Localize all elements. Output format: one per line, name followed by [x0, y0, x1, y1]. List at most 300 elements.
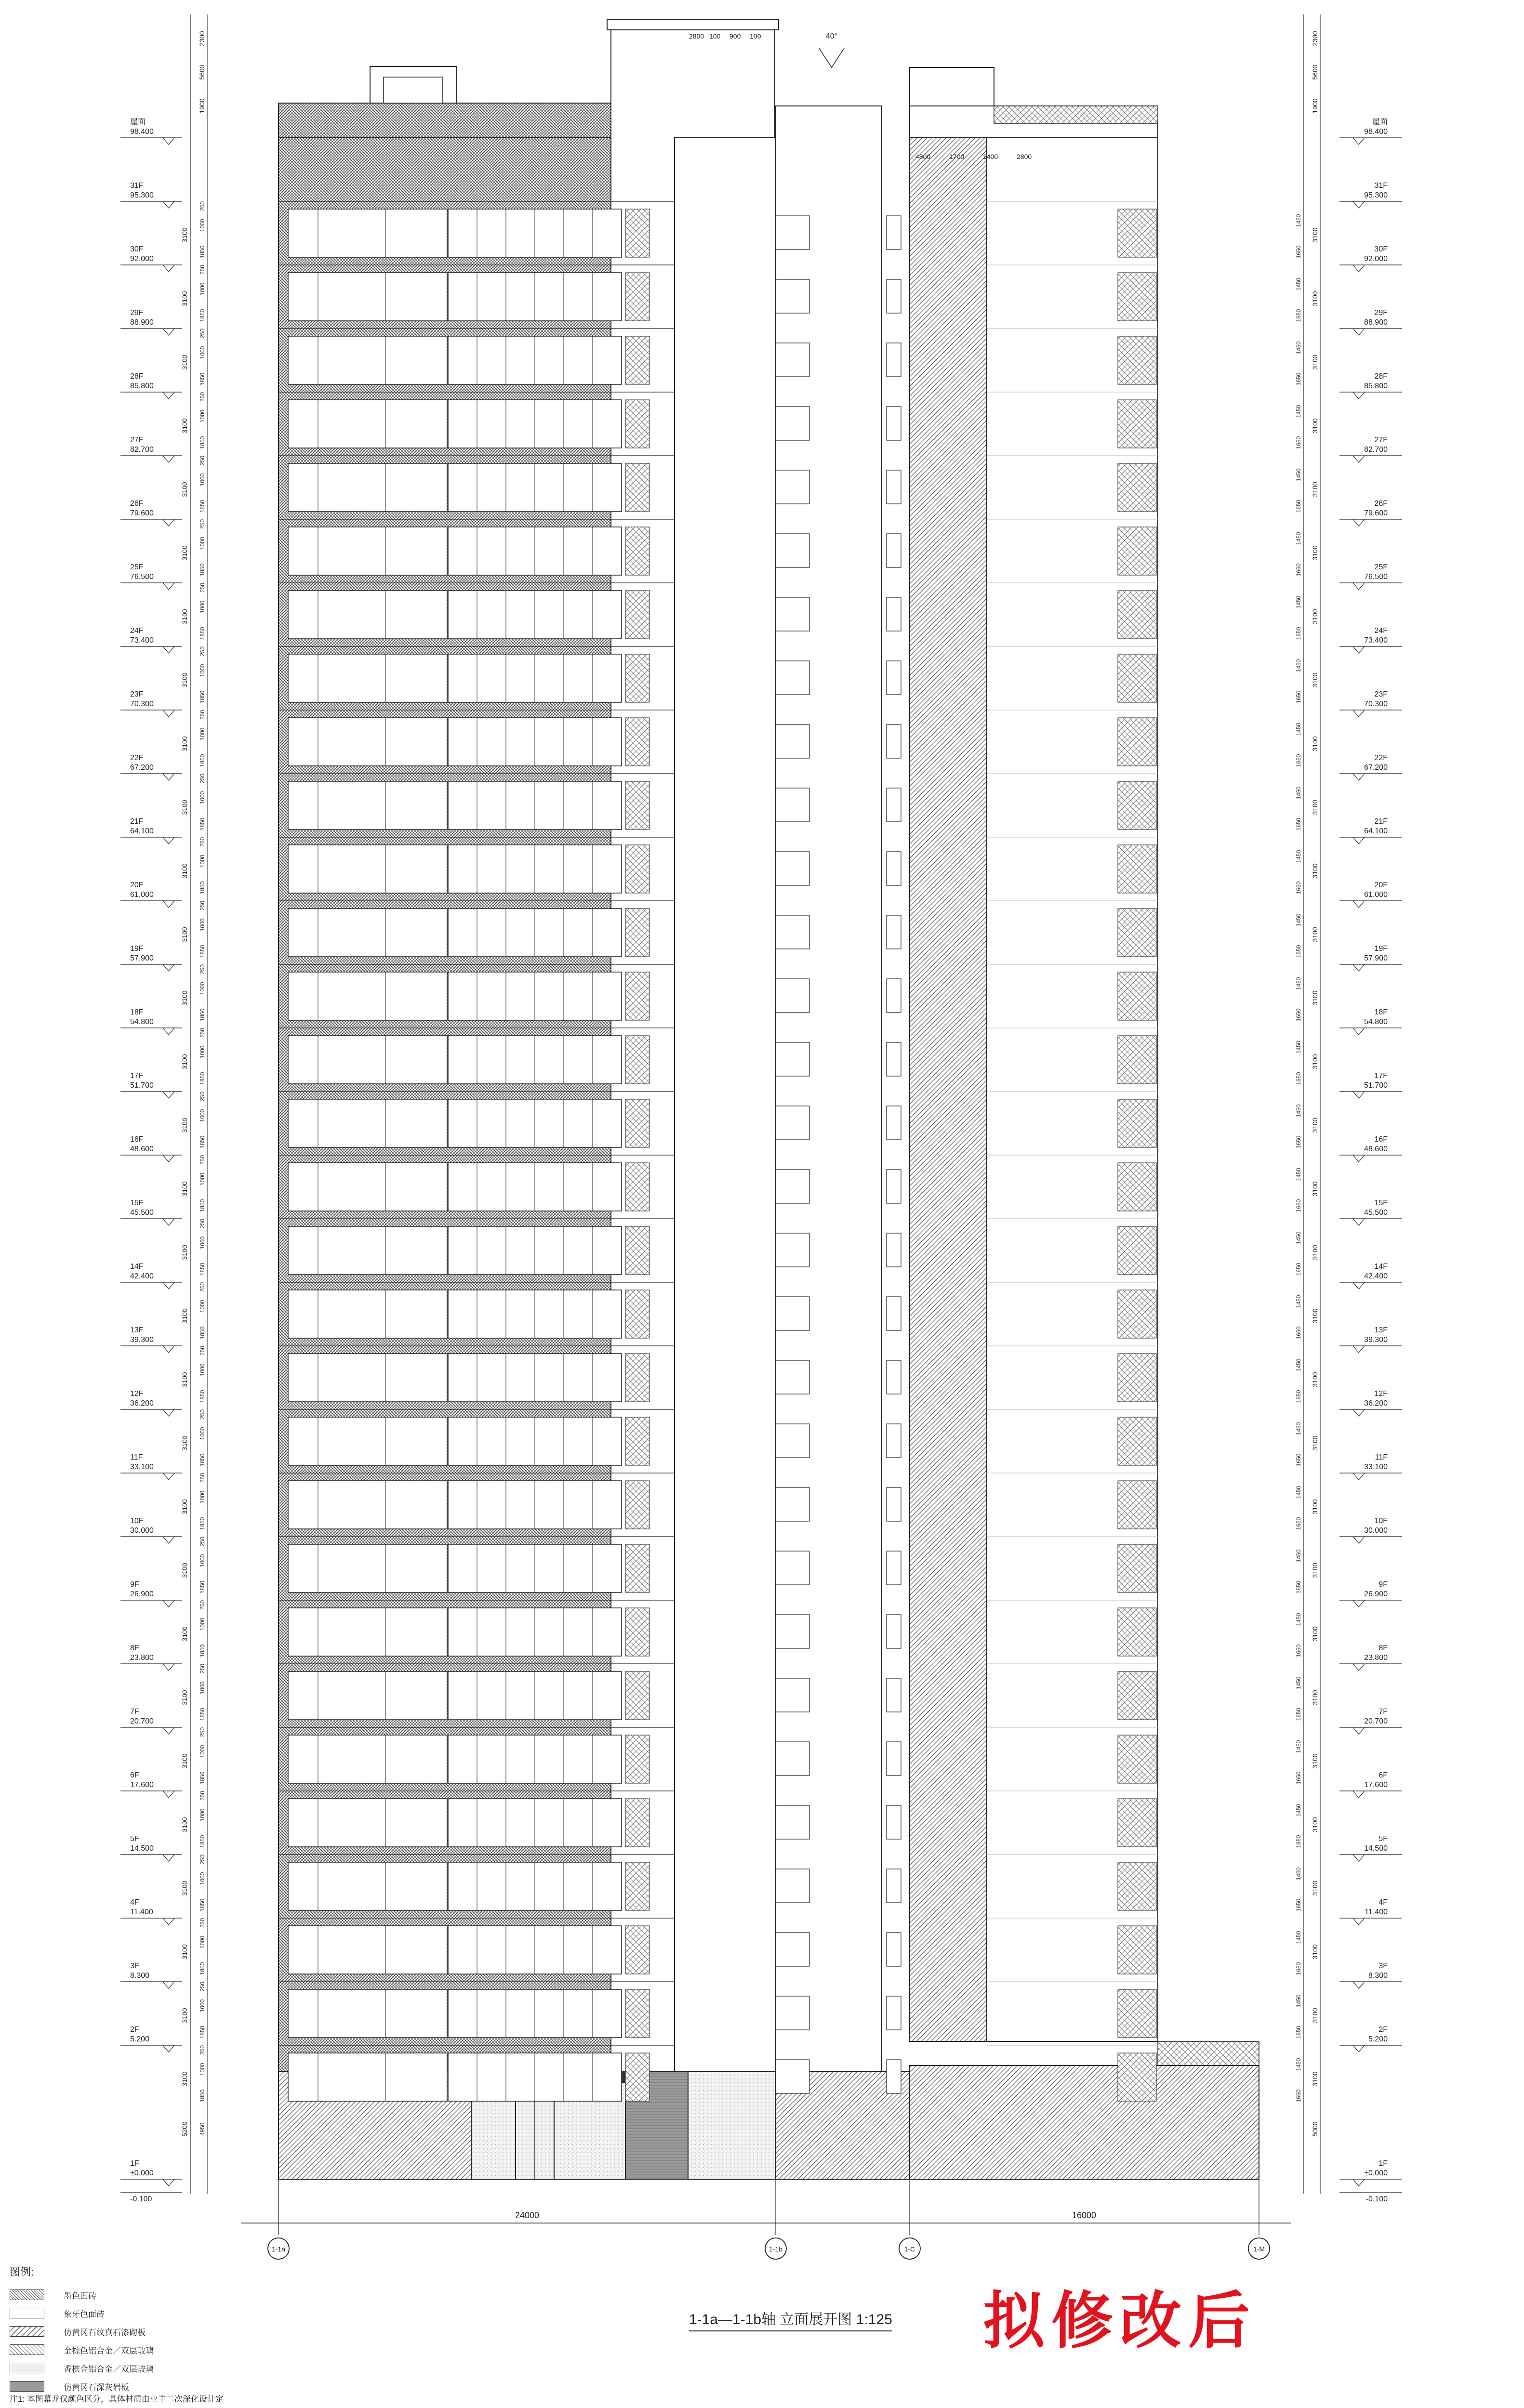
storey-height-left: 3100: [181, 736, 188, 751]
window-stair: [776, 1170, 809, 1203]
legend-title: 图例:: [10, 2266, 34, 2278]
split-dim-left: 1000: [199, 1681, 206, 1695]
window-bay-left: [288, 400, 447, 448]
window-bay-left: [288, 1290, 447, 1338]
split-dim-right: 1450: [1295, 977, 1302, 990]
level-name-right: 20F: [1374, 881, 1388, 889]
split-dim-left: 250: [199, 1027, 206, 1038]
split-dim-right: 1650: [1295, 945, 1302, 958]
split-dim-left: 1000: [199, 1554, 206, 1567]
split-dim-left: 250: [199, 1155, 206, 1165]
split-dim-right: 1450: [1295, 1994, 1302, 2008]
storey-height-left: 3100: [181, 1944, 188, 1960]
window-gap: [887, 1933, 901, 1966]
window-gap: [887, 1487, 901, 1521]
legend-item: [10, 2341, 491, 2359]
split-dim-left: 250: [199, 1282, 206, 1292]
window-bay-right: [1118, 1417, 1156, 1465]
level-name-left: 17F: [130, 1072, 144, 1080]
level-elevation-left: 5.200: [130, 2035, 150, 2043]
split-dim-left: 1850: [199, 690, 206, 704]
level-elevation-left: 17.600: [130, 1781, 154, 1789]
split-dim-right: 1450: [1295, 405, 1302, 418]
level-triangle-left: [163, 583, 174, 590]
window-bay-right: [1118, 1354, 1156, 1402]
window-stair: [776, 407, 809, 440]
caption-axis-from: 1-1a: [689, 2312, 718, 2328]
window-gap: [887, 1424, 901, 1458]
level-triangle-left: [163, 138, 174, 145]
storey-height-left: 3100: [181, 545, 188, 561]
level-elevation-left: 8.300: [130, 1972, 150, 1980]
window-gap: [887, 1615, 901, 1648]
window-gap: [887, 2060, 901, 2093]
window-stair: [776, 915, 809, 949]
window-gap: [887, 1678, 901, 1712]
window-slot: [625, 1226, 649, 1275]
split-dim-left: 1000: [199, 1872, 206, 1885]
level-name-right: 18F: [1374, 1008, 1388, 1016]
level-elevation-right: 76.500: [1364, 573, 1388, 581]
split-dim-right: 1650: [1295, 372, 1302, 386]
window-stair: [776, 1551, 809, 1585]
split-dim-left: 1000: [199, 600, 206, 614]
split-dim-left: 1000: [199, 1236, 206, 1250]
window-gap: [887, 407, 901, 440]
split-dim-left: 250: [199, 900, 206, 911]
window-bay-left: [288, 463, 447, 512]
level-elevation-left: 95.300: [130, 191, 154, 199]
axis-label: 1-1b: [769, 2245, 783, 2253]
split-dim-right: 1650: [1295, 1453, 1302, 1467]
window-gap: [887, 1106, 901, 1140]
level-name-left: 26F: [130, 500, 144, 508]
split-dim-right: 1450: [1295, 723, 1302, 736]
split-dim-left: 1850: [199, 627, 206, 640]
window-stair: [776, 1233, 809, 1267]
storey-height-right: 3100: [1311, 418, 1319, 434]
storey-height-left: 3100: [181, 1372, 188, 1387]
split-dim-right: 1650: [1295, 1771, 1302, 1785]
window-bay-right: [1118, 336, 1156, 384]
level-elevation-left: 73.400: [130, 636, 154, 645]
storey-height-right: 3100: [1311, 1690, 1319, 1705]
window-stair: [776, 788, 809, 822]
split-dim-right: 1450: [1295, 2058, 1302, 2071]
window-bay-left: [288, 1862, 447, 1910]
split-dim-right: 1650: [1295, 563, 1302, 577]
level-name-left: 13F: [130, 1326, 144, 1334]
window-gap: [887, 597, 901, 631]
window-gap: [887, 279, 901, 313]
parapet-dim-left: 2300: [198, 31, 206, 46]
level-elevation-left: 88.900: [130, 318, 154, 327]
level-elevation-left: 51.700: [130, 1081, 154, 1090]
level-triangle-left: [163, 456, 174, 462]
level-triangle-right: [1353, 519, 1365, 526]
window-gap: [887, 216, 901, 250]
split-dim-right: 1450: [1295, 1231, 1302, 1245]
storey-height-left: 3100: [181, 482, 188, 497]
level-elevation-right: 95.300: [1364, 191, 1388, 199]
split-dim-left: 250: [199, 2045, 206, 2055]
level-elevation-left: 54.800: [130, 1018, 154, 1026]
storey-height-right: 3100: [1311, 1245, 1319, 1260]
window-stair: [776, 1742, 809, 1776]
split-dim-right: 1650: [1295, 245, 1302, 259]
level-name-left: 屋面: [130, 118, 146, 126]
level-elevation-right: 73.400: [1364, 636, 1388, 645]
level-triangle-right: [1353, 138, 1365, 145]
split-dim-left: 1850: [199, 1580, 206, 1594]
window-bay-right: [1118, 591, 1156, 639]
level-name-left: 11F: [130, 1453, 143, 1461]
split-dim-left: 1000: [199, 219, 206, 232]
split-dim-left: 1000: [199, 1999, 206, 2013]
level-name-right: 29F: [1374, 309, 1388, 317]
window-bay-right: [1118, 1862, 1156, 1910]
level-elevation-right: 48.600: [1364, 1145, 1388, 1153]
split-dim-left: 1850: [199, 372, 206, 386]
split-dim-left: 1000: [199, 855, 206, 868]
window-gap: [887, 1042, 901, 1076]
split-dim-right: 1650: [1295, 2026, 1302, 2039]
window-gap: [887, 915, 901, 949]
window-bay-left: [288, 1417, 447, 1465]
level-elevation-left: 14.500: [130, 1844, 154, 1853]
level-elevation-right: 33.100: [1364, 1463, 1388, 1471]
split-dim-left: 250: [199, 264, 206, 275]
split-dim-left: 1000: [199, 727, 206, 741]
window-stair: [776, 1106, 809, 1140]
level-triangle-right: [1353, 837, 1365, 844]
window-gap: [887, 1805, 901, 1839]
level-name-left: 6F: [130, 1771, 139, 1779]
window-stair: [776, 597, 809, 631]
window-slot: [625, 1862, 649, 1910]
level-triangle-right: [1353, 901, 1365, 908]
window-bay-right: [1118, 1799, 1156, 1847]
window-slot: [625, 1481, 649, 1529]
split-dim-left: 1850: [199, 1962, 206, 1975]
storey-height-right: 3100: [1311, 1944, 1319, 1960]
split-dim-left: 1000: [199, 537, 206, 550]
split-dim-left: 1850: [199, 500, 206, 513]
level-elevation-left: 57.900: [130, 954, 154, 962]
split-dim-left: 1000: [199, 1300, 206, 1313]
level-name-right: 25F: [1374, 563, 1388, 571]
window-slot: [625, 1544, 649, 1592]
split-dim-left: 250: [199, 392, 206, 402]
split-dim-left: 1000: [199, 409, 206, 423]
split-dim-right: 1450: [1295, 595, 1302, 609]
bay-dim-right: 1700: [949, 153, 965, 160]
split-dim-left: 1850: [199, 945, 206, 958]
window-slot: [625, 1354, 649, 1402]
window-bay-left: [288, 1989, 447, 2038]
level-elevation-right: 23.800: [1364, 1654, 1388, 1662]
split-dim-right: 1450: [1295, 1549, 1302, 1563]
level-elevation-left: 98.400: [130, 128, 154, 136]
level-triangle-left: [163, 1982, 174, 1988]
window-bay-right: [1118, 1036, 1156, 1084]
storey-height-left: 3100: [181, 227, 188, 243]
legend-item: [10, 2286, 491, 2304]
legend: [10, 2264, 491, 2395]
level-name-right: 10F: [1374, 1517, 1388, 1525]
level-elevation-right: 85.800: [1364, 382, 1388, 390]
window-bay-right: [1118, 1608, 1156, 1656]
level-name-left: 16F: [130, 1135, 144, 1144]
window-gap: [887, 788, 901, 822]
window-bay-left: [288, 1608, 447, 1656]
storey-height-right: 3100: [1311, 672, 1319, 688]
split-dim-left: 250: [199, 201, 206, 211]
storey-height-left: 3100: [181, 418, 188, 434]
level-triangle-left: [163, 837, 174, 844]
level-name-left: 2F: [130, 2026, 139, 2034]
storey-height-left: 3100: [181, 672, 188, 688]
split-dim-left: 250: [199, 328, 206, 339]
window-slot: [625, 972, 649, 1020]
bay-dim-right: 4800: [915, 153, 931, 160]
split-dim-right: 1650: [1295, 1008, 1302, 1022]
storey-height-right: 3100: [1311, 609, 1319, 624]
window-bay-right: [1118, 1099, 1156, 1147]
window-bay-left: [288, 1354, 447, 1402]
level-triangle-left: [163, 519, 174, 526]
split-dim-left: 1850: [199, 1326, 206, 1340]
window-gap: [887, 724, 901, 758]
level-name-left: 8F: [130, 1644, 139, 1652]
window-bay-left: [288, 2053, 447, 2101]
split-dim-left: 1000: [199, 282, 206, 296]
level-name-right: 8F: [1378, 1644, 1388, 1652]
bay-dim-right: 1400: [983, 153, 998, 160]
axis-label: 1-M: [1253, 2245, 1265, 2253]
window-stair: [776, 470, 809, 504]
split-dim-left: 1850: [199, 1453, 206, 1467]
split-dim-right: 1450: [1295, 1422, 1302, 1435]
split-dim-left: 1000: [199, 1935, 206, 1949]
split-dim-right: 1650: [1295, 1962, 1302, 1975]
split-dim-right: 1450: [1295, 659, 1302, 672]
legend-item: [10, 2359, 491, 2377]
level-name-left: 10F: [130, 1517, 144, 1525]
level-triangle-right: [1353, 583, 1365, 590]
bay-dim-left: 2800: [689, 32, 704, 40]
split-dim-left: 1000: [199, 1808, 206, 1822]
level-name-right: 19F: [1374, 945, 1388, 953]
split-dim-right: 1450: [1295, 1740, 1302, 1753]
split-dim-left: 1000: [199, 1109, 206, 1122]
storey-height-left: 3100: [181, 1118, 188, 1133]
split-dim-left: 1000: [199, 1490, 206, 1504]
level-elevation-left: 48.600: [130, 1145, 154, 1153]
level-triangle-left: [163, 1346, 174, 1353]
storey-height-left: 3100: [181, 291, 188, 306]
legend-swatch: [10, 2290, 44, 2300]
window-bay-left: [288, 1099, 447, 1147]
storey-height-left: 3100: [181, 1308, 188, 1324]
split-dim-left: 250: [199, 1536, 206, 1547]
level-elevation-right: 67.200: [1364, 763, 1388, 772]
split-dim-left: 1000: [199, 1172, 206, 1186]
level-elevation-left: 45.500: [130, 1209, 154, 1217]
legend-swatch: [10, 2381, 44, 2392]
split-dim-right: 1650: [1295, 2089, 1302, 2103]
window-bay-left: [288, 1544, 447, 1592]
ground-storey-left: 5200: [181, 2121, 188, 2137]
window-bay-left: [288, 1481, 447, 1529]
level-name-right: 13F: [1374, 1326, 1388, 1334]
level-elevation-left: 36.200: [130, 1399, 154, 1408]
legend-label: 金棕色铝合金／双层玻璃: [64, 2346, 154, 2355]
parapet-dim-right: 5600: [1311, 65, 1319, 80]
window-stair: [776, 1360, 809, 1394]
window-slot: [625, 1036, 649, 1084]
level-name-left: 12F: [130, 1390, 144, 1398]
window-stair: [776, 1297, 809, 1330]
level-triangle-left: [163, 329, 174, 335]
level-name-right: 9F: [1378, 1580, 1388, 1589]
window-bay-right: [1118, 2053, 1156, 2101]
level-triangle-right: [1353, 329, 1365, 335]
storey-height-right: 3100: [1311, 545, 1319, 561]
window-bay-right: [1118, 1926, 1156, 1974]
split-dim-right: 1650: [1295, 1390, 1302, 1403]
window-slot: [625, 209, 649, 257]
level-name-right: 5F: [1378, 1835, 1388, 1843]
split-dim-right: 1450: [1295, 1803, 1302, 1817]
split-dim-left: 1000: [199, 982, 206, 995]
storey-height-left: 3100: [181, 990, 188, 1006]
split-dim-left: 1000: [199, 1045, 206, 1059]
split-dim-left: 250: [199, 1981, 206, 1992]
split-dim-right: 1450: [1295, 341, 1302, 355]
parapet-dim-right: 1900: [1311, 98, 1319, 114]
level-elevation-right: 82.700: [1364, 446, 1388, 454]
window-gap: [887, 1360, 901, 1394]
level-name-right: 16F: [1374, 1135, 1388, 1144]
level-triangle-right: [1353, 964, 1365, 971]
window-bay-right: [1118, 1163, 1156, 1211]
window-slot: [625, 1799, 649, 1847]
split-dim-left: 1000: [199, 1745, 206, 1758]
level-name-left: 30F: [130, 245, 144, 253]
storey-height-right: 3100: [1311, 1054, 1319, 1069]
level-elevation-left: ±0.000: [130, 2169, 154, 2177]
level-triangle-left: [163, 901, 174, 908]
level-elevation-right: 36.200: [1364, 1399, 1388, 1408]
split-dim-left: 1000: [199, 791, 206, 804]
window-stair: [776, 1678, 809, 1712]
level-elevation-left: 79.600: [130, 509, 154, 517]
split-dim-left: 1000: [199, 2063, 206, 2076]
roof-angle-mark: [819, 48, 844, 67]
storey-height-right: 3100: [1311, 1499, 1319, 1514]
note-text: 注1: 本图幕龙仅颜色区分，具体材质由业主二次深化设计定: [10, 2395, 224, 2404]
level-elevation-right: 42.400: [1364, 1272, 1388, 1280]
storey-height-left: 3100: [181, 1435, 188, 1451]
window-bay-right: [1118, 972, 1156, 1020]
level-elevation-right: 92.000: [1364, 255, 1388, 263]
split-dim-left: 250: [199, 964, 206, 974]
level-triangle-right: [1353, 1473, 1365, 1480]
split-dim-right: 1650: [1295, 627, 1302, 640]
core-cap: [607, 19, 779, 30]
window-slot: [625, 1735, 649, 1783]
window-bay-left: [288, 845, 447, 893]
window-bay-left: [288, 1226, 447, 1275]
split-dim-left: 250: [199, 1473, 206, 1483]
split-dim-left: 1850: [199, 1835, 206, 1848]
right-parapet-glass: [994, 106, 1158, 123]
level-name-right: 17F: [1374, 1072, 1388, 1080]
window-slot: [625, 781, 649, 829]
level-elevation-right: 17.600: [1364, 1781, 1388, 1789]
split-dim-right: 1450: [1295, 532, 1302, 545]
level-triangle-left: [163, 964, 174, 971]
level-triangle-left: [163, 646, 174, 653]
level-triangle-left: [163, 2179, 174, 2186]
level-name-right: 27F: [1374, 436, 1388, 444]
split-dim-left: 1000: [199, 664, 206, 677]
level-triangle-right: [1353, 2045, 1365, 2052]
level-elevation-left: 23.800: [130, 1654, 154, 1662]
level-triangle-left: [163, 710, 174, 717]
level-elevation-left: 76.500: [130, 573, 154, 581]
window-stair: [776, 1615, 809, 1648]
level-triangle-right: [1353, 1791, 1365, 1798]
level-triangle-right: [1353, 1918, 1365, 1925]
level-triangle-right: [1353, 2179, 1365, 2186]
window-bay-left: [288, 1926, 447, 1974]
window-gap: [887, 1869, 901, 1903]
storey-height-left: 3100: [181, 1690, 188, 1705]
level-elevation-left: 20.700: [130, 1717, 154, 1725]
level-triangle-left: [163, 1282, 174, 1289]
level-triangle-left: [163, 201, 174, 208]
storey-height-right: 3100: [1311, 1626, 1319, 1642]
split-dim-right: 1450: [1295, 1104, 1302, 1118]
split-dim-right: 1650: [1295, 1835, 1302, 1848]
level-elevation-right: 70.300: [1364, 700, 1388, 708]
window-bay-right: [1118, 1290, 1156, 1338]
split-dim-left: 1850: [199, 563, 206, 577]
level-triangle-left: [163, 1664, 174, 1671]
storey-height-right: 3100: [1311, 482, 1319, 497]
storey-height-left: 3100: [181, 1626, 188, 1642]
window-bay-right: [1118, 273, 1156, 321]
legend-label: 象牙色面砖: [64, 2309, 105, 2319]
split-dim-left: 1850: [199, 1771, 206, 1785]
window-stair: [776, 1424, 809, 1458]
level-name-left: 31F: [130, 182, 144, 190]
split-dim-left: 250: [199, 1218, 206, 1229]
split-dim-left: 1850: [199, 1708, 206, 1721]
storey-height-right: 3100: [1311, 291, 1319, 306]
split-dim-left: 1000: [199, 1618, 206, 1631]
split-dim-left: 1850: [199, 1008, 206, 1022]
window-gap: [887, 1297, 901, 1330]
right-stone-column: [910, 138, 987, 2041]
level-elevation-left: 39.300: [130, 1336, 154, 1344]
window-slot: [625, 527, 649, 575]
window-bay-left: [288, 527, 447, 575]
level-elevation-left: 67.200: [130, 763, 154, 772]
parapet-dim-left: 1900: [198, 98, 206, 114]
